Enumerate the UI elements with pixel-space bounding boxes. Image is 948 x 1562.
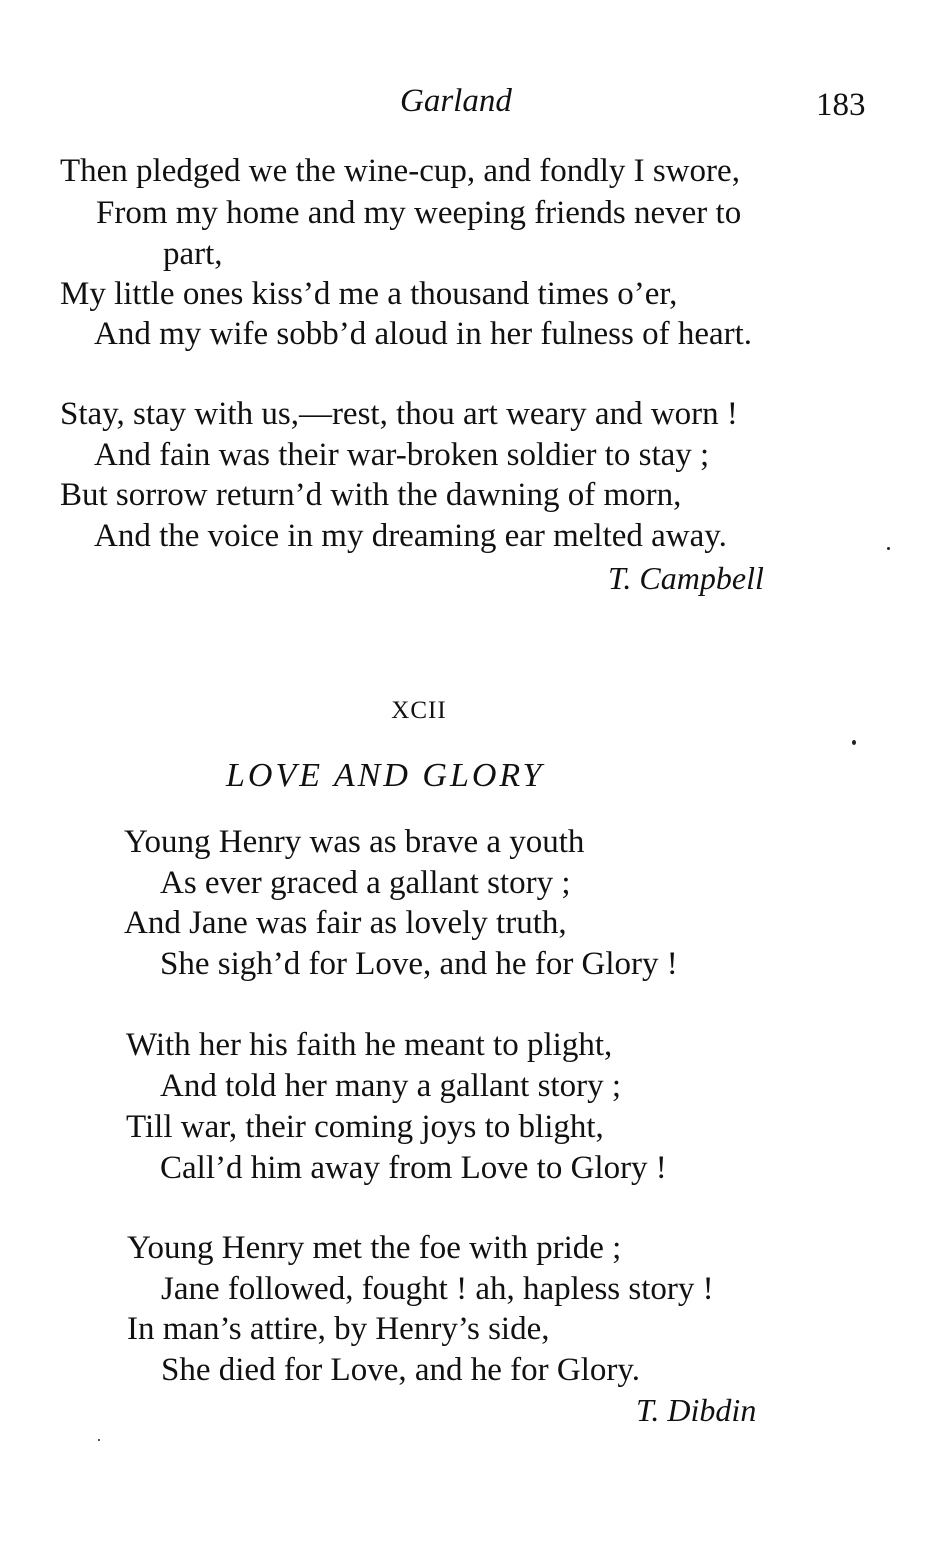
scan-speck [852, 740, 856, 745]
verse-line: Young Henry met the foe with pride ; [127, 1230, 622, 1266]
scan-speck [98, 1439, 100, 1441]
scan-speck [887, 547, 890, 550]
verse-line: Young Henry was as brave a youth [124, 824, 585, 860]
verse-line: And fain was their war-broken soldier to stay ; [94, 437, 710, 473]
verse-line: Till war, their coming joys to blight, [126, 1109, 604, 1145]
page-number: 183 [816, 87, 866, 123]
verse-line: And Jane was fair as lovely truth, [124, 905, 567, 941]
verse-line: My little ones kiss’d me a thousand times o’er, [60, 276, 678, 312]
verse-line: Call’d him away from Love to Glory ! [160, 1150, 667, 1186]
verse-line: She sigh’d for Love, and he for Glory ! [160, 946, 678, 982]
verse-line: In man’s attire, by Henry’s side, [127, 1311, 550, 1347]
verse-line: And my wife sobb’d aloud in her fulness of heart. [94, 316, 753, 352]
verse-line: From my home and my weeping friends never to [96, 195, 742, 231]
verse-line: And told her many a gallant story ; [160, 1068, 621, 1104]
verse-line: But sorrow return’d with the dawning of morn, [60, 477, 682, 513]
verse-line: As ever graced a gallant story ; [160, 865, 571, 901]
running-head [0, 78, 948, 124]
verse-line: Stay, stay with us,—rest, thou art weary and worn ! [60, 396, 738, 432]
author-attribution: T. Campbell [608, 560, 764, 596]
verse-line: And the voice in my dreaming ear melted away. [94, 518, 727, 554]
poem-number: XCII [391, 697, 447, 724]
running-title: Garland [400, 83, 512, 119]
poem-title: LOVE AND GLORY [226, 757, 545, 794]
verse-line: Jane followed, fought ! ah, hapless story ! [161, 1271, 714, 1307]
verse-line: Then pledged we the wine-cup, and fondly I swore, [60, 153, 740, 189]
author-attribution: T. Dibdin [636, 1392, 757, 1428]
verse-line: With her his faith he meant to plight, [126, 1027, 613, 1063]
verse-line: She died for Love, and he for Glory. [161, 1352, 640, 1388]
verse-line: part, [163, 236, 223, 272]
